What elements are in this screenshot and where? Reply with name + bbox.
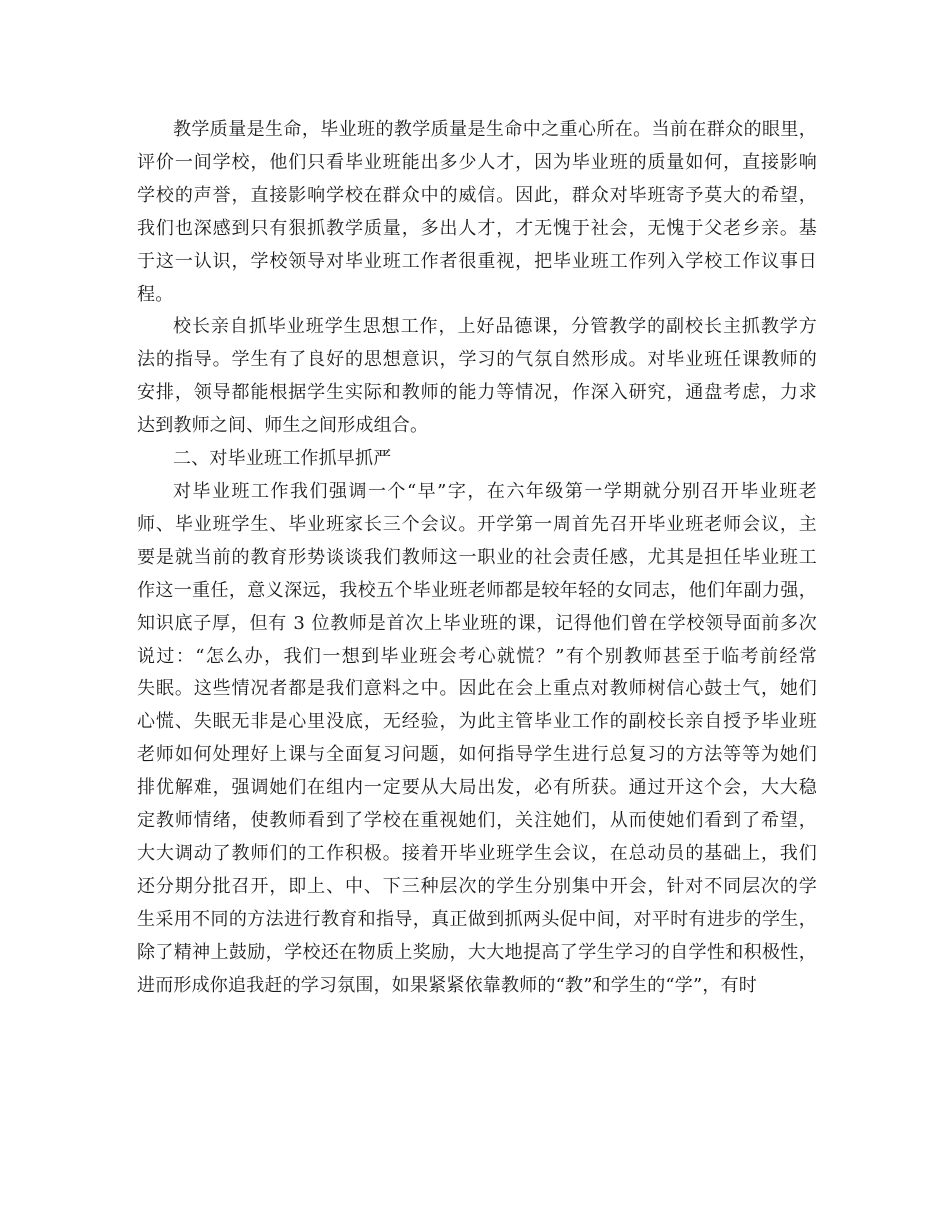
text-line: 教学质量是生命，毕业班的教学质量是生命中之重心所在。当前在群众的眼里， <box>173 119 817 140</box>
text-line: 大大调动了教师们的工作积极。接着开毕业班学生会议，在总动员的基础上，我们 <box>137 842 817 864</box>
text-line: 作这一重任，意义深远，我校五个毕业班老师都是较年轻的女同志，他们年副力强， <box>137 579 817 601</box>
text-line: 失眠。这些情况者都是我们意料之中。因此在会上重点对教师树信心鼓士气，她们 <box>137 678 817 700</box>
text-line: 说过：“怎么办，我们一想到毕业班会考心就慌？”有个别教师甚至于临考前经常 <box>137 645 817 667</box>
paragraph-1 <box>137 114 817 311</box>
text-line: 我们也深感到只有狠抓教学质量，多出人才，才无愧于社会，无愧于父老乡亲。基 <box>137 217 817 239</box>
text-line: 定教师情绪，使教师看到了学校在重视她们，关注她们，从而使她们看到了希望， <box>137 810 817 832</box>
text-line: 程。 <box>137 283 174 305</box>
text-line: 要是就当前的教育形势谈谈我们教师这一职业的社会责任感，尤其是担任毕业班工 <box>137 546 817 568</box>
document-body <box>137 114 817 1002</box>
text-line: 老师如何处理好上课与全面复习问题，如何指导学生进行总复习的方法等等为她们 <box>137 744 817 766</box>
text-line: 评价一间学校，他们只看毕业班能出多少人才，因为毕业班的质量如何，直接影响 <box>137 151 817 173</box>
paragraph-3 <box>137 476 817 1003</box>
text-line: 生采用不同的方法进行教育和指导，真正做到抓两头促中间，对平时有进步的学生， <box>137 908 817 930</box>
text-line: 校长亲自抓毕业班学生思想工作，上好品德课，分管教学的副校长主抓教学方 <box>173 316 817 338</box>
text-line: 除了精神上鼓励，学校还在物质上奖励，大大地提高了学生学习的自学性和积极性， <box>137 941 817 963</box>
text-line: 对毕业班工作我们强调一个“早”字，在六年级第一学期就分别召开毕业班老 <box>173 480 817 502</box>
text-line: 进而形成你追我赶的学习氛围，如果紧紧依靠教师的“教”和学生的“学”，有时 <box>137 974 758 996</box>
text-line: 法的指导。学生有了良好的思想意识，学习的气氛自然形成。对毕业班任课教师的 <box>137 349 817 371</box>
paragraph-2 <box>137 311 817 443</box>
text-line: 知识底子厚，但有 3 位教师是首次上毕业班的课，记得他们曾在学校领导面前多次 <box>137 612 817 634</box>
text-line: 还分期分批召开，即上、中、下三种层次的学生分别集中开会，针对不同层次的学 <box>137 875 817 897</box>
text-line: 达到教师之间、师生之间形成组合。 <box>137 415 429 437</box>
section-heading: 二、对毕业班工作抓早抓严 <box>173 448 392 470</box>
text-line: 安排，领导都能根据学生实际和教师的能力等情况，作深入研究，通盘考虑，力求 <box>137 382 817 404</box>
text-line: 排优解难，强调她们在组内一定要从大局出发，必有所获。通过开这个会，大大稳 <box>137 777 817 799</box>
text-line: 师、毕业班学生、毕业班家长三个会议。开学第一周首先召开毕业班老师会议，主 <box>137 513 817 535</box>
text-line: 学校的声誉，直接影响学校在群众中的威信。因此，群众对毕班寄予莫大的希望， <box>137 184 817 206</box>
text-line: 于这一认识，学校领导对毕业班工作者很重视，把毕业班工作列入学校工作议事日 <box>137 250 817 272</box>
text-line: 心慌、失眠无非是心里没底，无经验，为此主管毕业工作的副校长亲自授予毕业班 <box>137 711 817 733</box>
